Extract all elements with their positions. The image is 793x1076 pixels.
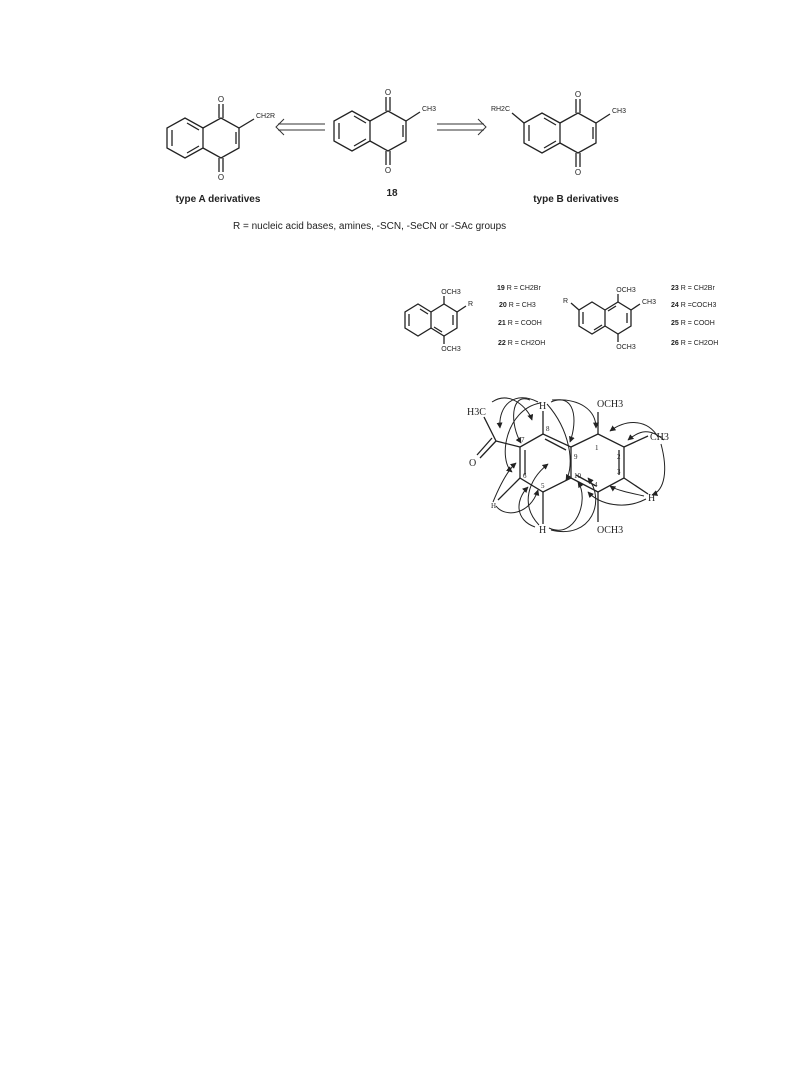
h8-label: H: [539, 401, 547, 412]
methoxy-label: OCH3: [441, 289, 461, 296]
oxygen-label: O: [217, 173, 225, 182]
atom-number: 3: [617, 468, 621, 476]
ch3-label: CH3: [650, 432, 669, 443]
rh2c-label: RH2C: [490, 106, 510, 113]
compound-list-left: [497, 285, 545, 347]
r-label: R: [468, 301, 474, 308]
type-a-structure: [167, 95, 275, 182]
atom-number: 10: [574, 472, 581, 480]
r-label: R: [562, 298, 568, 305]
compound-formula: R = COOH: [680, 320, 715, 327]
compound-number: 22: [498, 340, 506, 347]
methoxy-top-label: OCH3: [597, 399, 624, 410]
scheme-1: [167, 88, 626, 232]
compound-entry: [671, 302, 716, 309]
scheme-2: [405, 285, 718, 353]
atom-number: 9: [574, 453, 578, 461]
menadione-structure: [334, 88, 436, 175]
type-b-caption: type B derivatives: [533, 194, 619, 205]
h3c-label: H3C: [467, 407, 486, 418]
methoxy-bottom-label: OCH3: [597, 525, 624, 536]
compound-formula: R = CH2Br: [680, 285, 715, 292]
compound-number: 21: [498, 320, 506, 327]
h3-label: H: [648, 493, 656, 504]
compound-formula: R =COCH3: [680, 302, 717, 309]
compound-number: 24: [671, 302, 679, 309]
ch3-label: CH3: [422, 106, 437, 113]
atom-number: 8: [546, 425, 550, 433]
compound-formula: R = CH2Br: [506, 285, 541, 292]
oxygen-label: O: [384, 88, 392, 97]
compound-entry: [499, 302, 536, 309]
oxygen-label: O: [384, 166, 392, 175]
oxygen-label: O: [574, 90, 582, 99]
compound-number: 25: [671, 320, 679, 327]
dimethoxynaphthalene-right: [563, 287, 656, 351]
compound-formula: R = COOH: [507, 320, 542, 327]
compound-entry: [498, 340, 545, 347]
compound-entry: [497, 285, 541, 292]
h6-label: H: [491, 502, 497, 510]
compound-number: 23: [671, 285, 679, 292]
compound-formula: R = CH2OH: [680, 340, 719, 347]
atom-number: 2: [617, 453, 621, 461]
oxygen-label: O: [574, 168, 582, 177]
hmbc-diagram: [467, 398, 669, 536]
oxygen-label: O: [217, 95, 225, 104]
ch2r-label: CH2R: [256, 113, 276, 120]
dimethoxynaphthalene-left: [405, 289, 473, 353]
r-group-footnote: R = nucleic acid bases, amines, -SCN, -SeCN or -SAc groups: [233, 221, 507, 232]
arrow-to-type-b: [437, 119, 486, 135]
atom-number: 7: [521, 436, 525, 444]
atom-number: 1: [595, 444, 599, 452]
compound-formula: R = CH3: [508, 302, 536, 309]
compound-number: 20: [499, 302, 507, 309]
atom-number: 4: [594, 481, 598, 489]
atom-number: 6: [523, 472, 527, 480]
compound-number: 19: [497, 285, 505, 292]
hmbc-correlation-arrows: [492, 398, 665, 532]
compound-entry: [498, 320, 542, 327]
atom-number: 5: [541, 482, 545, 490]
type-a-caption: type A derivatives: [175, 194, 261, 205]
type-b-structure: [491, 90, 626, 177]
compound-entry: [671, 340, 718, 347]
methoxy-label: OCH3: [616, 287, 636, 294]
ch3-label: CH3: [642, 299, 657, 306]
arrow-to-type-a: [276, 119, 325, 135]
methoxy-label: OCH3: [441, 346, 461, 353]
compound-list-right: [671, 285, 718, 347]
carbonyl-oxygen-label: O: [469, 458, 477, 469]
compound-18-caption: 18: [386, 188, 398, 199]
compound-entry: [671, 285, 715, 292]
compound-number: 26: [671, 340, 679, 347]
h5-label: H: [539, 525, 547, 536]
methoxy-label: OCH3: [616, 344, 636, 351]
compound-formula: R = CH2OH: [507, 340, 546, 347]
compound-entry: [671, 320, 715, 327]
ch3-label: CH3: [612, 108, 627, 115]
